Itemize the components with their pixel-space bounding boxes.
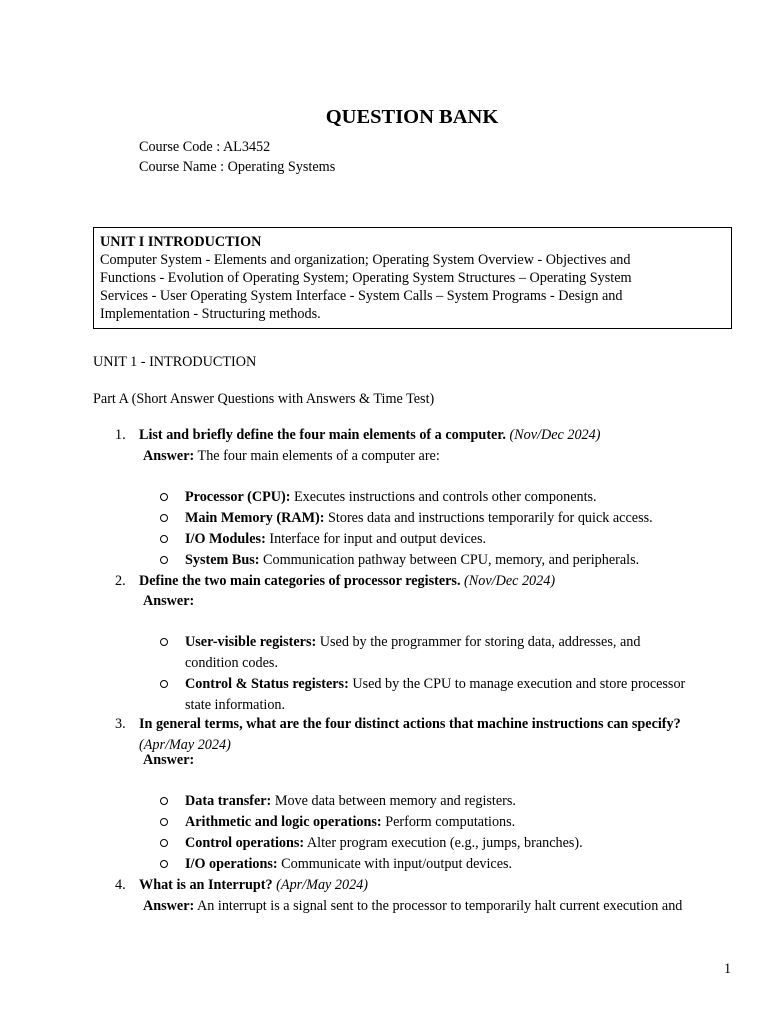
answer-line [143,591,194,612]
answer-label: Answer: [143,448,195,464]
bullet-description: Stores data and instructions temporarily for quick access. [328,510,653,526]
bullet-description: Perform computations. [385,814,516,830]
answer-line [143,446,440,467]
bullet-term: Main Memory (RAM): [185,510,325,526]
question-prompt: Define the two main categories of processor registers. [139,573,461,589]
course-info [139,137,335,177]
bullet-description-continued: condition codes. [185,654,278,671]
bullet-description: Executes instructions and controls other components. [294,489,597,505]
answer-line [143,750,194,771]
bullet-description: Alter program execution (e.g., jumps, branches). [306,835,583,851]
question-number: 4. [115,877,126,893]
part-heading: Part A (Short Answer Questions with Answers & Time Test) [93,391,435,407]
exam-session: (Nov/Dec 2024) [509,427,601,443]
bullet-description: Used by the CPU to manage execution and store processor [352,676,686,692]
question-number: 1. [115,427,126,443]
answer-line [143,896,743,917]
hollow-bullet-icon [160,638,168,646]
bullet-term: Control & Status registers: [185,676,349,692]
question-number: 3. [115,716,126,732]
page-number: 1 [724,961,732,977]
syllabus-heading: UNIT I INTRODUCTION [100,234,262,250]
bullet-term: I/O operations: [185,856,278,872]
question-text [139,425,739,446]
course-code: Course Code : AL3452 [139,139,271,155]
question-text [139,571,739,592]
unit-heading: UNIT 1 - INTRODUCTION [93,354,257,370]
bullet-term: User-visible registers: [185,634,317,650]
answer-label: Answer: [143,593,195,609]
question-number: 2. [115,573,126,589]
hollow-bullet-icon [160,680,168,688]
answer-text: An interrupt is a signal sent to the processor to temporarily halt current execution and [197,898,683,914]
answer-label: Answer: [143,898,195,914]
answer-label: Answer: [143,752,195,768]
page-title: QUESTION BANK [325,106,499,128]
bullet-term: Arithmetic and logic operations: [185,814,382,830]
syllabus-line: Computer System - Elements and organization; Operating System Overview - Objectives and [100,251,631,268]
hollow-bullet-icon [160,556,168,564]
hollow-bullet-icon [160,514,168,522]
syllabus-line: Implementation - Structuring methods. [100,305,321,322]
syllabus-line: Services - User Operating System Interface - System Calls – System Programs - Design and [100,287,623,304]
syllabus-line: Functions - Evolution of Operating System; Operating System Structures – Operating System [100,269,632,286]
bullet-description: Move data between memory and registers. [274,793,516,809]
exam-session: (Nov/Dec 2024) [464,573,556,589]
bullet-term: System Bus: [185,552,260,568]
bullet-term: I/O Modules: [185,531,266,547]
hollow-bullet-icon [160,860,168,868]
bullet-term: Processor (CPU): [185,489,291,505]
hollow-bullet-icon [160,797,168,805]
bullet-description: Communication pathway between CPU, memory, and peripherals. [263,552,640,568]
course-name: Course Name : Operating Systems [139,159,336,175]
exam-session: (Apr/May 2024) [276,877,368,893]
answer-text: The four main elements of a computer are: [197,448,440,464]
syllabus-box [93,227,732,329]
hollow-bullet-icon [160,818,168,826]
bullet-term: Data transfer: [185,793,272,809]
question-prompt: List and briefly define the four main elements of a computer. [139,427,506,443]
bullet-description-continued: state information. [185,696,286,713]
hollow-bullet-icon [160,535,168,543]
bullet-description: Communicate with input/output devices. [281,856,513,872]
question-text [139,875,739,896]
hollow-bullet-icon [160,839,168,847]
question-prompt: What is an Interrupt? [139,877,273,893]
bullet-description: Used by the programmer for storing data, addresses, and [319,634,641,650]
bullet-term: Control operations: [185,835,305,851]
question-text [139,714,739,756]
question-prompt: In general terms, what are the four distinct actions that machine instructions can specify? [139,716,681,732]
hollow-bullet-icon [160,493,168,501]
exam-session: (Apr/May 2024) [139,736,231,753]
bullet-description: Interface for input and output devices. [269,531,487,547]
